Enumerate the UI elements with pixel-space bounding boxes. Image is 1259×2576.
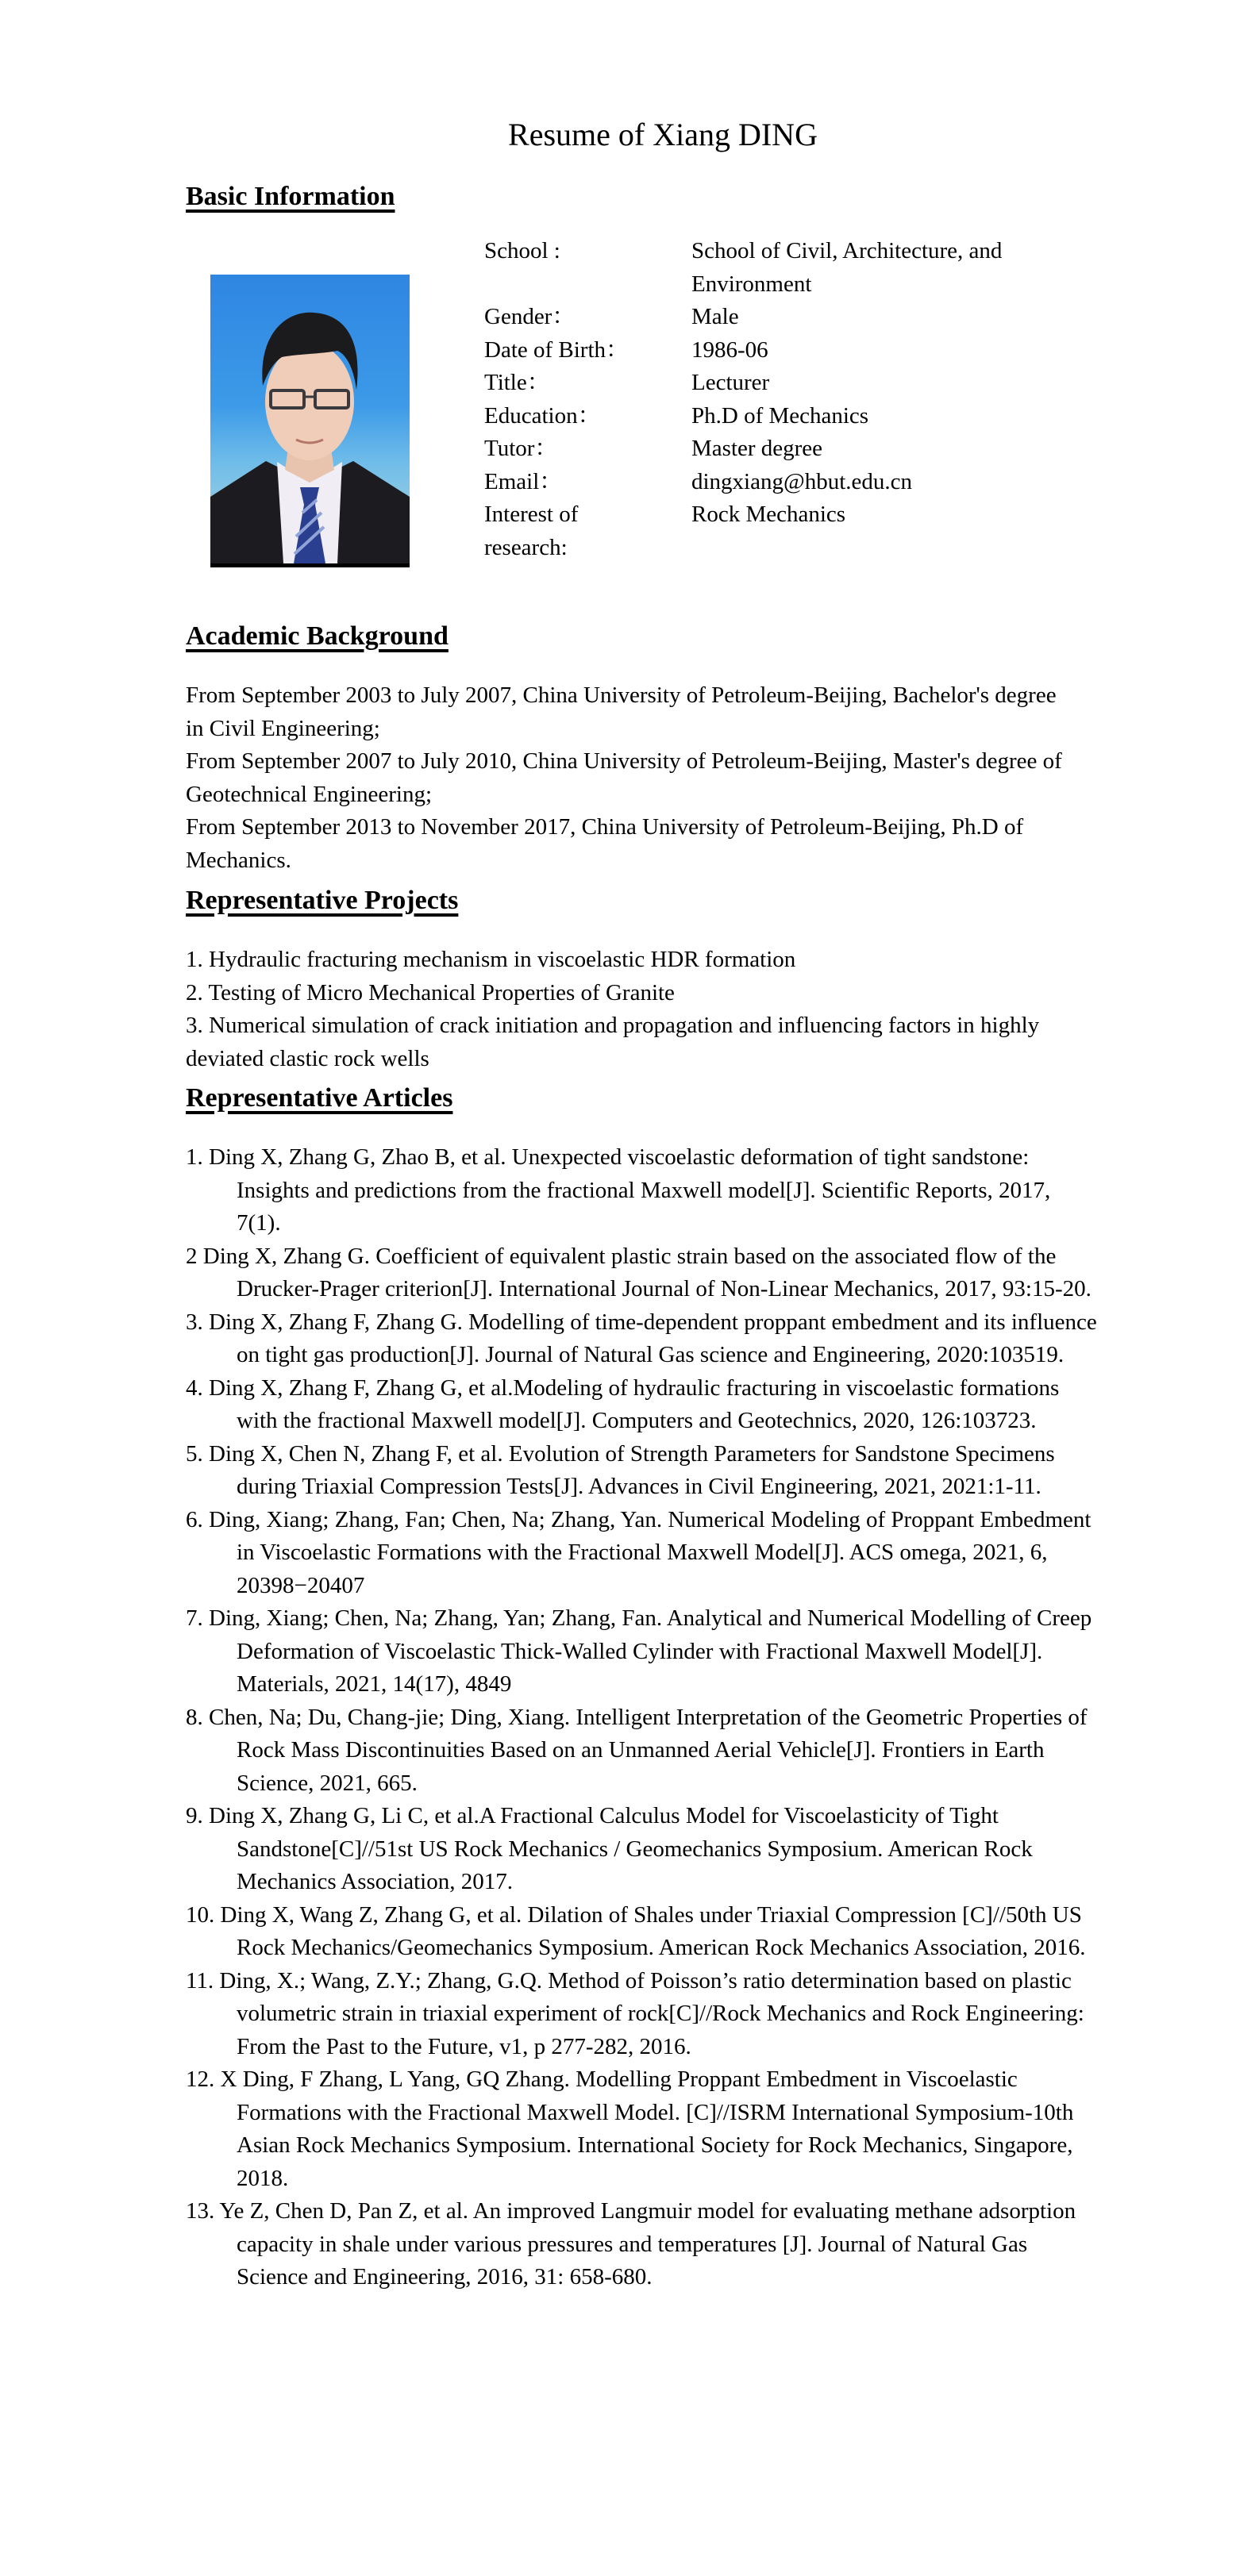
article-item: 7. Ding, Xiang; Chen, Na; Zhang, Yan; Zhang, Fan. Analytical and Numerical Modelling of Creep Deformation of Viscoelastic Thick-Walled Cylinder with Fractional Maxwell Model[J]. Materials, 2021, 14(17), 4849	[186, 1605, 1092, 1697]
info-label: Education：	[484, 402, 601, 429]
info-label: Interest of research:	[484, 502, 579, 560]
article-item: 8. Chen, Na; Du, Chang-jie; Ding, Xiang. Intelligent Interpretation of the Geometric Properties of Rock Mass Discontinuities Based on an Unmanned Aerial Vehicle[J]. Frontiers in Earth Science, 2021, 665.	[186, 1704, 1088, 1796]
article-item: 1. Ding X, Zhang G, Zhao B, et al. Unexpected viscoelastic deformation of tight sandstone: Insights and predictions from the fractional Maxwell model[J]. Scientific Reports, 2017, 7(1).	[186, 1144, 1051, 1236]
academic-background-list	[186, 679, 1073, 877]
info-value: Rock Mechanics	[691, 502, 846, 527]
academic-entry: From September 2013 to November 2017, China University of Petroleum-Beijing, Ph.D of Mechanics.	[186, 814, 1024, 873]
projects-heading: Representative Projects	[186, 886, 459, 915]
article-item: 6. Ding, Xiang; Zhang, Fan; Chen, Na; Zhang, Yan. Numerical Modeling of Proppant Embedment in Viscoelastic Formations with the Fractional Maxwell Model[J]. ACS omega, 2021, 6, 20398−20407	[186, 1506, 1092, 1598]
info-label: Email：	[484, 468, 563, 494]
info-label: Title：	[484, 370, 550, 395]
info-row-school	[484, 235, 1072, 301]
article-item: 12. X Ding, F Zhang, L Yang, GQ Zhang. Modelling Proppant Embedment in Viscoelastic Formations with the Fractional Maxwell Model. [C]//ISRM International Symposium-10th Asian Rock Mechanics Symposium. International Society for Rock Mechanics, Singapore, 2018.	[186, 2067, 1074, 2191]
project-item: 2. Testing of Micro Mechanical Properties of Granite	[186, 979, 675, 1005]
person-portrait-icon	[210, 275, 410, 563]
info-value: School of Civil, Architecture, and Environment	[691, 238, 1003, 297]
articles-list	[186, 1141, 1099, 2294]
info-value: Ph.D of Mechanics	[691, 402, 869, 429]
article-item: 3. Ding X, Zhang F, Zhang G. Modelling of time-dependent proppant embedment and its influence on tight gas production[J]. Journal of Natural Gas science and Engineering, 2020:103519.	[186, 1309, 1097, 1367]
article-item: 11. Ding, X.; Wang, Z.Y.; Zhang, G.Q. Method of Poisson’s ratio determination based on plastic volumetric strain in triaxial experiment of rock[C]//Rock Mechanics and Rock Engineering: From the Past to the Future, v1, p 277-282, 2016.	[186, 1967, 1084, 2059]
info-row-date-of-birth	[484, 334, 1072, 367]
project-item: 1. Hydraulic fracturing mechanism in viscoelastic HDR formation	[186, 947, 796, 972]
info-label: Gender：	[484, 304, 576, 329]
info-row-title	[484, 367, 1072, 400]
article-item: 2 Ding X, Zhang G. Coefficient of equivalent plastic strain based on the associated flow of the Drucker-Prager criterion[J]. International Journal of Non-Linear Mechanics, 2017, 93:15-20.	[186, 1243, 1092, 1301]
info-label: Tutor：	[484, 436, 558, 461]
basic-info-table	[484, 235, 1072, 564]
info-value: 1986-06	[691, 336, 768, 363]
articles-heading: Representative Articles	[186, 1083, 453, 1113]
project-item: 3. Numerical simulation of crack initiation and propagation and influencing factors in highly deviated clastic rock wells	[186, 1013, 1040, 1071]
academic-entry: From September 2003 to July 2007, China University of Petroleum-Beijing, Bachelor's degree in Civil Engineering;	[186, 682, 1057, 741]
article-item: 5. Ding X, Chen N, Zhang F, et al. Evolution of Strength Parameters for Sandstone Specimens during Triaxial Compression Tests[J]. Advances in Civil Engineering, 2021, 2021:1-11.	[186, 1440, 1055, 1499]
info-label: School :	[484, 238, 560, 263]
portrait-photo	[210, 275, 410, 567]
page-title: Resume of Xiang DING	[508, 117, 818, 152]
info-value: Male	[691, 304, 739, 329]
info-row-education	[484, 400, 1072, 433]
article-item: 10. Ding X, Wang Z, Zhang G, et al. Dilation of Shales under Triaxial Compression [C]//50th US Rock Mechanics/Geomechanics Symposium. American Rock Mechanics Association, 2016.	[186, 1901, 1086, 1960]
info-value: Master degree	[691, 436, 823, 461]
info-row-research-interest	[484, 498, 1072, 564]
info-row-tutor	[484, 433, 1072, 466]
projects-list	[186, 944, 1073, 1075]
article-item: 9. Ding X, Zhang G, Li C, et al.A Fractional Calculus Model for Viscoelasticity of Tight Sandstone[C]//51st US Rock Mechanics / Geomechanics Symposium. American Rock Mechanics Association, 2017.	[186, 1803, 1033, 1894]
info-value: Lecturer	[691, 370, 770, 395]
basic-info-heading: Basic Information	[186, 182, 395, 211]
email-link[interactable]: dingxiang@hbut.edu.cn	[691, 468, 912, 494]
article-item: 4. Ding X, Zhang F, Zhang G, et al.Modeling of hydraulic fracturing in viscoelastic formations with the fractional Maxwell model[J]. Computers and Geotechnics, 2020, 126:103723.	[186, 1375, 1060, 1433]
article-item: 13. Ye Z, Chen D, Pan Z, et al. An improved Langmuir model for evaluating methane adsorption capacity in shale under various pressures and temperatures [J]. Journal of Natural Gas Science and Engineering, 2016, 31: 658-680.	[186, 2198, 1076, 2290]
info-row-email	[484, 466, 1072, 499]
academic-entry: From September 2007 to July 2010, China University of Petroleum-Beijing, Master's degree of Geotechnical Engineering;	[186, 748, 1062, 807]
academic-background-heading: Academic Background	[186, 621, 449, 651]
info-label: Date of Birth：	[484, 336, 630, 363]
info-row-gender	[484, 301, 1072, 334]
